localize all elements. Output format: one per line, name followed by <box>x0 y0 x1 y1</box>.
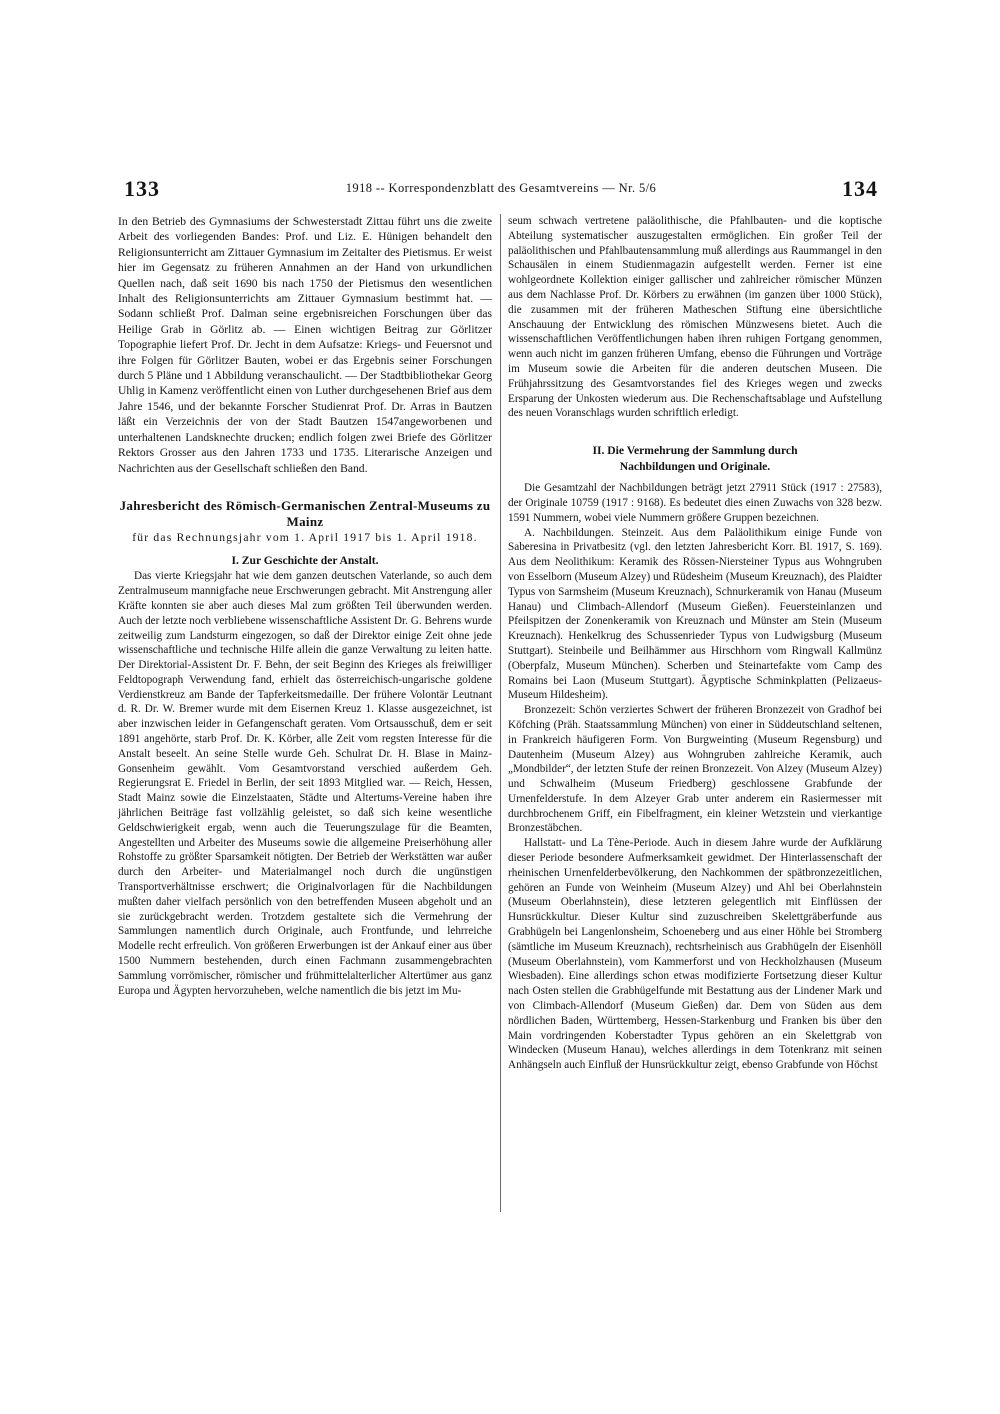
running-head <box>124 176 878 204</box>
body-paragraph: seum schwach vertretene paläolithische, die Pfahlbauten- und die koptische Abteilung systematischer auszugestalten ermöglichen. Ein großer Teil der paläolithischen und Pfahlbautensammlung muß allerdings aus Raummangel in den Schausälen in einem Studienmagazin aufgestellt werden. Ferner ist eine wohlgeordnete Kollektion einiger gallischer und zahlreicher römischer Münzen aus dem Nachlasse Prof. Dr. Körbers zu erwähnen (im ganzen über 1000 Stück), die zusammen mit der früheren Matheschen Stiftung eine übersichtliche Anschauung der Entwicklung des römischen Münzwesens bietet. Auch die wissenschaftlichen Veröffentlichungen haben ihren ruhigen Fortgang genommen, wenn auch nicht im ganzen früheren Umfang, ebenso die Führungen und Vorträge im Museum sowie die Arbeiten für die anderen deutschen Museen. Die Frühjahrssitzung des Gesamtvorstandes fiel des Krieges wegen und zwecks Ersparung der Unkosten wiederum aus. Die Rechenschaftsablage und Aufstellung des neuen Voranschlags wurden schriftlich erledigt. <box>508 215 882 420</box>
body-paragraph: In den Betrieb des Gymnasiums der Schwesterstadt Zittau führt uns die zweite Arbeit des vorliegenden Bandes: Prof. und Liz. E. Hünigen behandelt den Religionsunterricht am Zittauer Gymnasium im Zeitalter des Pietismus. Er weist hier im Gegensatz zu früheren Annahmen an der Hand von urkundlichen Quellen nach, daß seit 1690 bis nach 1750 der Pietismus den wesentlichen Inhalt des Religionsunterrichts am Zittauer Gymnasium bestimmt hat. — Sodann schließt Prof. Dalman seine ergebnisreichen Forschungen über das Heilige Grab in Görlitz ab. — Einen wichtigen Beitrag zur Görlitzer Topographie liefert Prof. Dr. Jecht in dem Aufsatze: Kriegs- und Feuersnot und ihre Folgen für Görlitzer Bauten, wobei er das Ergebnis seiner Forschungen durch 5 Pläne und 1 Abbildung veranschaulicht. — Der Stadtbibliothekar Georg Uhlig in Kamenz veröffentlicht einen von Luther durchgesehenen Brief aus dem Jahre 1546, und der bekannte Forscher Studienrat Prof. Dr. Arras in Bautzen läßt ein Verzeichnis der von der Stadt Bautzen 1547angeworbenen und unterhaltenen Landsknechte drucken; endlich folgen zwei Briefe des Görlitzer Rektors Grosser aus den Jahren 1733 und 1735. Literarische Anzeigen und Nachrichten aus der Gesellschaft schließen den Band. <box>118 215 492 475</box>
page-number-left: 133 <box>124 176 160 201</box>
body-paragraph: A. Nachbildungen. Steinzeit. Aus dem Paläolithikum einige Funde von Saberesina in Privatbesitz (vgl. den letzten Jahresbericht Korr. Bl. 1917, S. 169). Aus dem Neolithikum: Keramik des Rössen-Niersteiner Typus aus Wohngruben von Esselborn (Museum Alzey) und Rüdesheim (Museum Kreuznach), des Plaidter Typus von Sarmsheim (Museum Kreuznach), Schnurkeramik von Hanau (Museum Hanau) und Climbach-Allendorf (Museum Gießen). Feuersteinlanzen und Pfeilspitzen der Zonenkeramik von Kreuznach und Münster am Stein (Museum Kreuznach). Henkelkrug des Schussenrieder Typus von Ludwigsburg (Museum Stuttgart). Steinbeile und Beilhämmer aus Hirschhorn vom Ringwall Kallmünz (Oberpfalz, Museum München). Scherben und Steinartefakte vom Camp des Romains bei Laon (Museum Stuttgart). Ägyptische Schminkplatten (Pelizaeus-Museum Hildesheim). <box>508 526 882 702</box>
left-column <box>118 214 492 998</box>
report-title: Jahresbericht des Römisch-Germanischen Zentral-Museums zu Mainz <box>119 497 491 529</box>
right-column <box>508 214 882 1073</box>
page-number-right: 134 <box>842 176 878 201</box>
running-title: 1918 -- Korrespondenzblatt des Gesamtvereins — Nr. 5/6 <box>345 181 657 195</box>
section-1-heading: I. Zur Geschichte der Anstalt. <box>231 554 379 568</box>
body-paragraph: Die Gesamtzahl der Nachbildungen beträgt jetzt 27911 Stück (1917 : 27583), der Originale 10759 (1917 : 9168). Es bedeutet dies einen Zuwachs von 328 bezw. 1591 Nummern, wobei viele Nummern größere Gruppen bezeichnen. <box>508 482 882 524</box>
section-2-heading-line-1: II. Die Vermehrung der Sammlung durch <box>592 444 798 458</box>
column-divider <box>500 214 501 1212</box>
body-paragraph: Bronzezeit: Schön verziertes Schwert der früheren Bronzezeit von Gradhof bei Köfching (Präh. Staatssammlung München) von einer in Süddeutschland seltenen, in Frankreich häufigeren Form. Von Burgweinting (Museum Regensburg) und Dautenheim (Museum Alzey) aus Wohngruben zahlreiche Keramik, auch „Mondbilder“, der letzten Stufe der reinen Bronzezeit. Von Alzey (Museum Alzey) und Schwalheim (Museum Friedberg) geschlossene Grabfunde der Urnenfelderstufe. In dem Alzeyer Grab unter anderem ein Rasiermesser mit durchbrochenem Griff, ein Fibelfragment, ein kleiner Wetzstein und vierkantige Bronzestäbchen. <box>508 704 882 835</box>
spacer <box>508 421 882 435</box>
section-2-heading-line-2: Nachbildungen und Originale. <box>619 460 771 474</box>
body-paragraph: Hallstatt- und La Tène-Periode. Auch in diesem Jahre wurde der Aufklärung dieser Periode besondere Aufmerksamkeit gewidmet. Der Hinterlassenschaft der rheinischen Urnenfelderbevölkerung, den Nachkommen der spätbronzezeitlichen, gehören an Funde von Weinheim (Museum Alzey) und Ahl bei Oberlahnstein (Museum Oberlahnstein), diese letzteren gelegentlich mit Einflüssen der Hunsrückkultur. Dieser Kultur sind zuzuschreiben Skelettgräberfunde aus Grabhügeln bei Langenlonsheim, Schoeneberg und aus einer Höhle bei Stromberg (sämtliche im Museum Kreuznach), rechtsrheinisch aus Grabhügeln der Eisenhöll (Museum Oberlahnstein), vom Kammerforst und von Heckholzhausen (Museum Wiesbaden). Eine allerdings schon etwas modifizierte Fortsetzung dieser Kultur nach Osten stellen die Grabhügelfunde mit Bestattung aus der Lindener Mark und von Climbach-Allendorf (Museum Gießen) dar. Dem von Süden aus dem nördlichen Baden, Württemberg, Hessen-Starkenburg und Franken bis über den Main vordringenden Koberstadter Typus gehören an ein Skelettgrab von Windecken (Museum Hanau), welches allerdings in dem Totenkranz mit seinen Anhängseln auch Einfluß der Hunsrückkultur zeigt, ebenso Grabfunde von Höchst <box>508 837 882 1072</box>
report-dates: für das Rechnungsjahr vom 1. April 1917 bis 1. April 1918. <box>132 530 478 544</box>
spacer <box>118 476 492 490</box>
body-paragraph: Das vierte Kriegsjahr hat wie dem ganzen deutschen Vaterlande, so auch dem Zentralmuseum mannigfache neue Erschwerungen gebracht. Mit Anstrengung aller Kräfte konnten sie aber auch dieses Mal zum größten Teil überwunden werden. Auch der letzte noch verbliebene wissenschaftliche Assistent Dr. G. Behrens wurde zeitweilig zum Landsturm eingezogen, so daß der Direktor einige Zeit ohne jede wissenschaftliche und technische Hilfe allein die ganze Verwaltung zu leiten hatte. Der Direktorial-Assistent Dr. F. Behn, der seit Beginn des Krieges als freiwilliger Feldtopograph Verwendung fand, erhielt das österreichisch-ungarische goldene Verdienstkreuz am Bande der Tapferkeitsmedaille. Der frühere Volontär Leutnant d. R. Dr. W. Bremer wurde mit dem Eisernen Kreuz 1. Klasse ausgezeichnet, ist aber inzwischen leider in Gefangenschaft geraten. Vom Ortsausschuß, dem er seit 1891 angehörte, starb Prof. Dr. K. Körber, alle Zeit vom regsten Interesse für die Anstalt beseelt. An seine Stelle wurde Geh. Schulrat Dr. H. Blase in Mainz-Gonsenheim gewählt. Vom Gesamtvorstand verschied außerdem Geh. Regierungsrat E. Friedel in Berlin, der seit 1893 Mitglied war. — Reich, Hessen, Stadt Mainz sowie die Einzelstaaten, Städte und Altertums-Vereine haben ihre jährlichen Beiträge fast vollzählig geleistet, so daß sich keine wesentliche Geldschwierigkeit ergab, wenn auch die Teuerungszulage für die Beamten, Angestellten und Arbeiter des Museums sowie die allgemeine Preiserhöhung aller Rohstoffe zu größter Sparsamkeit nötigten. Der Betrieb der Werkstätten war außer durch den Arbeiter- und Materialmangel noch durch die ungünstigen Transportverhältnisse erschwert; die Originalvorlagen für die Nachbildungen mußten daher vielfach persönlich von den betreffenden Museen abgeholt und an sie zurückgebracht werden. Trotzdem gestaltete sich die Vermehrung der Sammlungen namentlich durch Originale, auch Frontfunde, und lehrreiche Modelle recht erfreulich. Von größeren Erwerbungen ist der Ankauf einer aus über 1500 Nummern bestehenden, durch einen Fachmann zusammengebrachten Sammlung vorrömischer, römischer und frühmittelalterlicher Altertümer aus ganz Europa und Ägypten hervorzuheben, welche namentlich die bis jetzt im Mu- <box>118 570 492 997</box>
